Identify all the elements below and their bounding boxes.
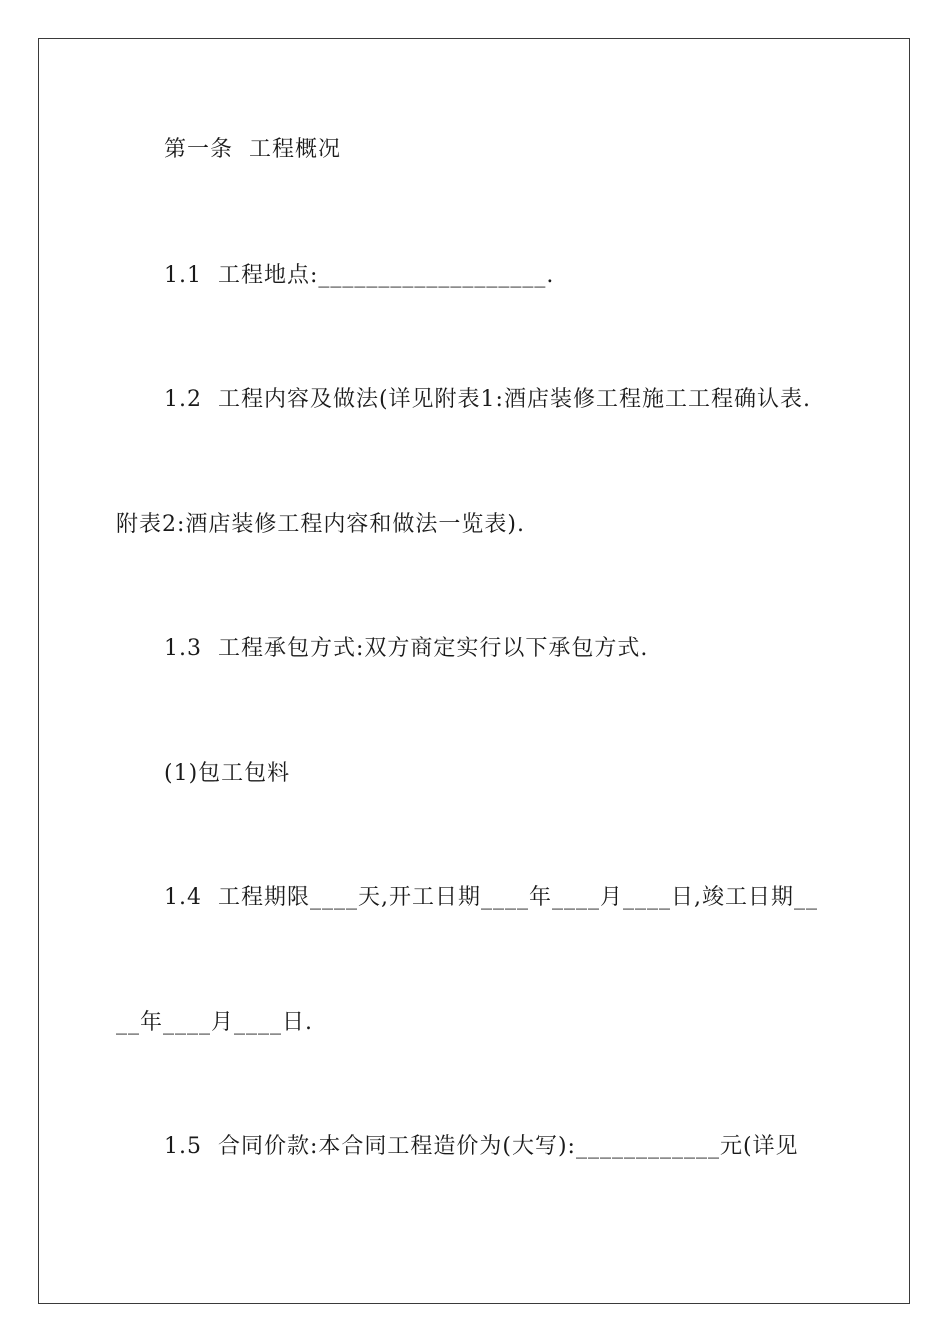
page-border <box>38 38 910 1304</box>
article-heading: 第一条 工程概况 <box>164 137 341 162</box>
clause-1-2-content: 1.2 工程内容及做法(详见附表1:酒店装修工程施工工程确认表. <box>164 387 811 412</box>
clause-1-4-duration: 1.4 工程期限____天,开工日期____年____月____日,竣工日期__ <box>164 885 818 910</box>
clause-1-1-location: 1.1 工程地点:___________________. <box>164 263 555 288</box>
clause-1-3-contract-mode: 1.3 工程承包方式:双方商定实行以下承包方式. <box>164 636 649 661</box>
clause-1-4-continued: __年____月____日. <box>116 1010 313 1035</box>
clause-1-2-continued: 附表2:酒店装修工程内容和做法一览表). <box>116 512 525 537</box>
clause-1-5-price: 1.5 合同价款:本合同工程造价为(大写):____________元(详见 <box>164 1134 799 1159</box>
clause-1-3-option-1: (1)包工包料 <box>164 761 291 786</box>
